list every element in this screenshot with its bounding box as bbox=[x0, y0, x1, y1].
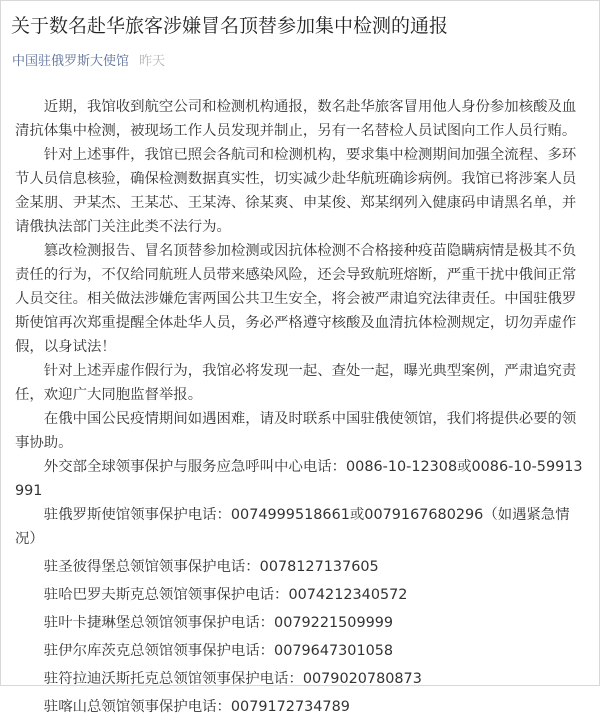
paragraph-warning: 篡改检测报告、冒名顶替参加检测或因抗体检测不合格接种疫苗隐瞒病情是极其不负责任的行为，不仅给同航班人员带来感染风险，还会导致航班熔断，严重干扰中俄间正常人员交往。相关做法涉嫌危害两国公共卫生安全，将会被严肃追究法律责任。中国驻俄罗斯使馆再次郑重提醒全体赴华人员，务必严格遵守核酸及血清抗体检测规定，切勿弄虚作假，以身试法！ bbox=[15, 243, 577, 355]
hotline-st-petersburg: 驻圣彼得堡总领馆领事保护电话：0078127137605 bbox=[43, 559, 379, 575]
article-body bbox=[15, 95, 585, 719]
article-meta bbox=[12, 53, 165, 71]
paragraph-assistance: 在俄中国公民疫情期间如遇困难，请及时联系中国驻俄使领馆，我们将提供必要的领事协助。 bbox=[15, 411, 577, 451]
hotline-khabarovsk: 驻哈巴罗夫斯克总领馆领事保护电话：0074212340572 bbox=[43, 587, 408, 603]
hotline-yekaterinburg: 驻叶卡捷琳堡总领馆领事保护电话：0079221509999 bbox=[43, 615, 394, 631]
publish-time: 昨天 bbox=[139, 54, 166, 69]
account-name-link[interactable]: 中国驻俄罗斯大使馆 bbox=[12, 54, 130, 69]
hotline-irkutsk: 驻伊尔库茨克总领馆领事保护电话：0079647301058 bbox=[43, 643, 394, 659]
hotline-kazan: 驻喀山总领馆领事保护电话：0079172734789 bbox=[43, 699, 350, 715]
article-title: 关于数名赴华旅客涉嫌冒名顶替参加集中检测的通报 bbox=[11, 15, 449, 37]
paragraph-enforcement: 针对上述弄虚作假行为，我馆必将发现一起、查处一起，曝光典型案例，严肃追究责任，欢迎广大同胞监督举报。 bbox=[15, 363, 577, 403]
hotline-embassy: 驻俄罗斯使馆领事保护电话：0074999518661或007916768029​6（如遇紧急情况） bbox=[15, 507, 570, 547]
hotline-vladivostok: 驻符拉迪沃斯托克总领馆领事保护电话：0079020780873 bbox=[43, 671, 422, 687]
paragraph-measures: 针对上述事件，我馆已照会各航司和检测机构，要求集中检测期间加强全流程、多环节人员信息核验，确保检测数据真实性，切实减少赴华航班确诊病例。我馆已将涉案人员金某朋、尹某杰、王某芯、王某涛、徐某爽、申某俊、郑某纲列入健康码申请黑名单，并请俄执法部门关注此类不法行为。 bbox=[15, 147, 577, 235]
paragraph-intro: 近期，我馆收到航空公司和检测机构通报，数名赴华旅客冒用他人身份参加核酸及血清抗体集中检测，被现场工作人员发现并制止，另有一名替检人员试图向工作人员行贿。 bbox=[15, 99, 577, 139]
hotline-global: 外交部全球领事保护与服务应急呼叫中心电话：0086-10-12308或0086-10-59913991 bbox=[15, 459, 583, 499]
